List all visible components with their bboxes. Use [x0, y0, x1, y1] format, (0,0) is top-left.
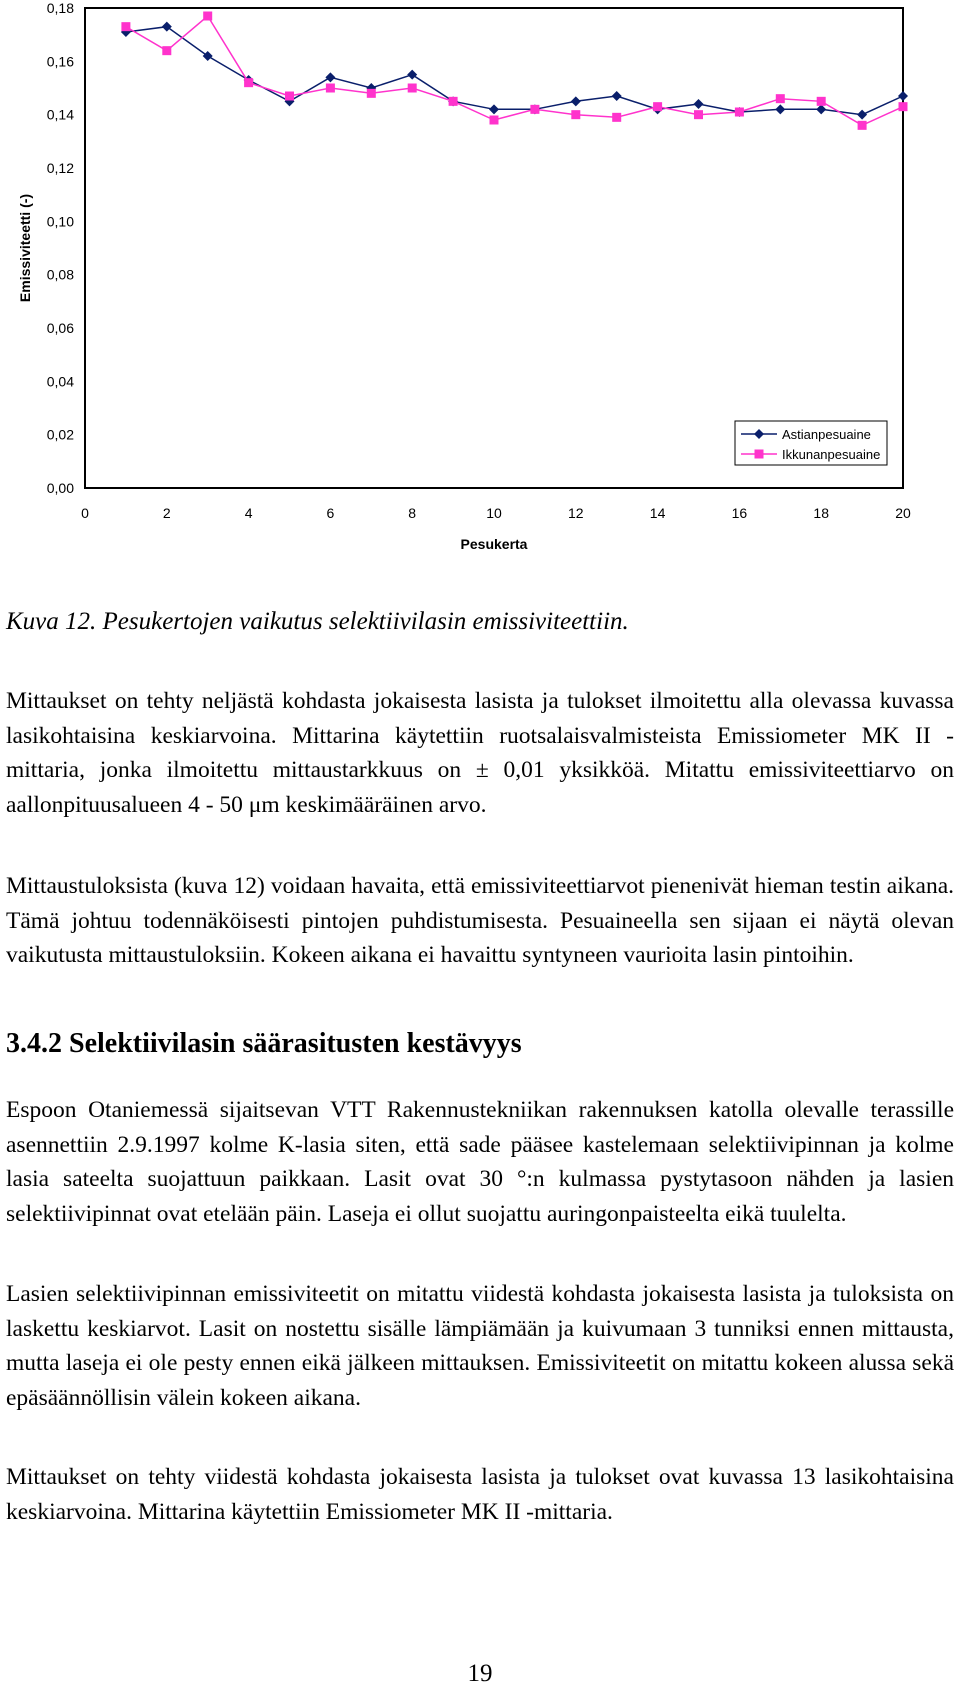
x-axis-label: Pesukerta	[460, 536, 528, 552]
y-tick-label: 0,18	[46, 0, 74, 16]
y-tick-label: 0,04	[46, 373, 74, 390]
data-point	[162, 46, 171, 55]
section-heading: 3.4.2 Selektiivilasin säärasitusten kestävyys	[6, 1028, 522, 1059]
y-tick-label: 0,12	[46, 160, 74, 176]
legend-label: Astianpesuaine	[782, 427, 871, 442]
data-point	[817, 97, 826, 106]
x-tick-label: 18	[813, 505, 829, 521]
data-point	[653, 102, 662, 111]
y-tick-label: 0,06	[46, 320, 74, 336]
y-axis-label: Emissiviteetti (-)	[17, 193, 33, 303]
x-tick-label: 2	[162, 505, 171, 521]
x-tick-label: 0	[81, 505, 89, 521]
plot-area	[85, 8, 903, 488]
x-tick-label: 10	[486, 505, 502, 521]
data-point	[408, 84, 417, 93]
legend-label: Ikkunanpesuaine	[782, 447, 881, 462]
data-point	[285, 92, 294, 101]
paragraph-measurement-summary: Mittaukset on tehty viidestä kohdasta jokaisesta lasista ja tulokset ovat kuvassa 13 lasikohtaisina keskiarvoina. Mittarina käytettiin Emissiometer MK II -mittaria.	[6, 1464, 954, 1525]
data-point	[367, 89, 376, 98]
data-point	[530, 105, 539, 114]
data-point	[899, 102, 908, 111]
data-point	[571, 110, 580, 119]
data-point	[776, 94, 785, 103]
paragraph-measurements: Mittaukset on tehty neljästä kohdasta jokaisesta lasista ja tulokset ilmoitettu alla olevassa kuvassa lasikohtaisina keskiarvoina. Mittarina käytettiin ruotsalaisvalmisteista Emissiometer MK II -mittaria, jonka ilmoitettu mittaustarkkuus on ± 0,01 yksikköä. Mitattu emissiviteettiarvo on aallonpituusalueen 4 - 50 μm keskimääräinen arvo.	[6, 688, 954, 818]
chart-svg	[0, 0, 960, 560]
y-tick-label: 0,02	[46, 426, 74, 443]
data-point	[858, 121, 867, 130]
y-tick-label: 0,08	[46, 266, 74, 283]
data-point	[694, 110, 703, 119]
legend-marker	[755, 450, 764, 459]
x-tick-label: 20	[895, 505, 911, 521]
x-tick-label: 4	[244, 505, 253, 521]
x-tick-label: 12	[568, 505, 584, 521]
data-point	[244, 78, 253, 87]
y-tick-label: 0,14	[46, 106, 74, 123]
data-point	[612, 113, 621, 122]
data-point	[490, 116, 499, 125]
data-point	[326, 84, 335, 93]
y-tick-label: 0,00	[46, 480, 74, 496]
data-point	[735, 108, 744, 117]
paragraph-results: Mittaustuloksista (kuva 12) voidaan havaita, että emissiviteettiarvot pienenivät hieman testin aikana. Tämä johtuu todennäköisesti pintojen puhdistumisesta. Pesuaineella sen sijaan ei näytä olevan vaikutusta mittaustuloksiin. Kokeen aikana ei havaittu syntyneen vaurioita lasin pintoihin.	[6, 873, 954, 968]
figure-caption: Kuva 12. Pesukertojen vaikutus selektiivilasin emissiviteettiin.	[6, 608, 629, 635]
data-point	[449, 97, 458, 106]
page-number: 19	[467, 1660, 493, 1687]
paragraph-emissivity-method: Lasien selektiivipinnan emissiviteetit on mitattu viidestä kohdasta jokaisesta lasista ja tuloksista on laskettu keskiarvot. Lasit on nostettu sisälle lämpiämään ja kuivumaan 3 tunniksi ennen mittausta, mutta laseja ei ole pesty ennen eikä jälkeen mittauksen. Emissiviteetit on mitattu kokeen alussa sekä epäsäännöllisin välein kokeen aikana.	[6, 1281, 954, 1411]
chart-legend	[735, 421, 887, 465]
paragraph-installation: Espoon Otaniemessä sijaitsevan VTT Rakennustekniikan rakennuksen katolla olevalle terassille asennettiin 2.9.1997 kolme K-lasia siten, että sade pääsee kastelemaan selektiivipinnan ja kolme lasia sateelta suojattuun paikkaan. Lasit ovat 30 °:n kulmassa pystytasoon nähden ja lasien selektiivipinnat ovat etelään päin. Laseja ei ollut suojattu auringonpaisteelta eikä tuulelta.	[6, 1097, 954, 1227]
data-point	[121, 22, 130, 31]
y-tick-label: 0,16	[46, 53, 74, 70]
emissivity-chart	[0, 0, 960, 560]
x-tick-label: 6	[326, 505, 335, 521]
data-point	[203, 12, 212, 21]
x-tick-label: 8	[408, 505, 417, 521]
y-tick-label: 0,10	[46, 213, 74, 230]
x-tick-label: 14	[649, 505, 666, 521]
x-tick-label: 16	[731, 505, 748, 521]
